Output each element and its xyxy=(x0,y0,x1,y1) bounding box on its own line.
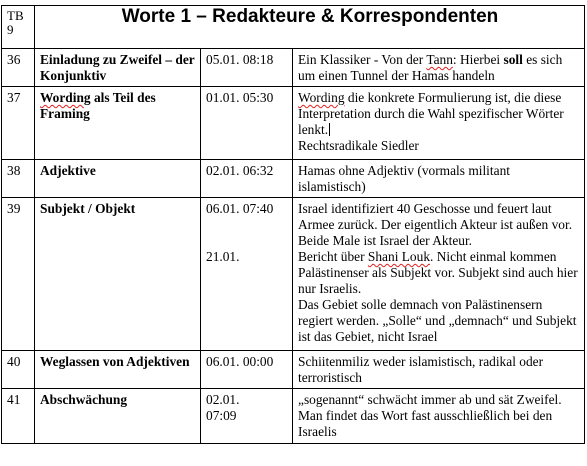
text-part: Das Gebiet solle demnach von Palästinensern regiert werden. „Solle“ und „demnach“ und Subjekt ist das Gebiet, nicht Israel xyxy=(298,297,577,344)
row-date: 01.01. 05:30 xyxy=(201,87,293,160)
date-entry: 06.01. 07:40 xyxy=(206,201,274,216)
topic-part: als Teil des Framing xyxy=(40,90,156,121)
row-date: 05.01. 08:18 xyxy=(201,49,293,87)
row-text: Hamas ohne Adjektiv (vormals militant islamistisch) xyxy=(293,160,585,198)
row-topic: Weglassen von Adjektiven xyxy=(35,351,201,389)
row-number: 36 xyxy=(2,49,35,87)
text-part-spellcheck: Shani Louk xyxy=(367,249,431,264)
tb-number: 9 xyxy=(7,22,14,37)
table-row xyxy=(2,160,585,198)
text-cursor xyxy=(329,123,330,136)
table-row xyxy=(2,198,585,351)
text-part: Bericht über xyxy=(298,249,368,264)
table-row xyxy=(2,87,585,160)
text-part: Israel identifiziert 40 Geschosse und feuert laut Armee zurück. Der eigentlich Akteur ist außen vor. Beide Male ist Israel der Akteur. xyxy=(298,201,573,248)
row-topic: Abschwächung xyxy=(35,389,201,444)
row-topic: Einladung zu Zweifel – der Konjunktiv xyxy=(35,49,201,87)
row-number: 41 xyxy=(2,389,35,444)
row-text xyxy=(293,49,585,87)
row-number: 39 xyxy=(2,198,35,351)
row-date: 02.01. 07:09 xyxy=(201,389,293,444)
row-topic: Subjekt / Objekt xyxy=(35,198,201,351)
text-part: die konkrete Formulierung ist, die diese Interpretation durch die Wahl spezifischer Wörter lenkt. xyxy=(298,90,564,137)
table-row xyxy=(2,389,585,444)
words-table xyxy=(1,5,585,444)
table-title: Worte 1 – Redakteure & Korrespondenten xyxy=(35,6,585,49)
table-row xyxy=(2,49,585,87)
row-topic xyxy=(35,87,201,160)
table-header-row xyxy=(2,6,585,49)
row-number: 37 xyxy=(2,87,35,160)
row-date: 02.01. 06:32 xyxy=(201,160,293,198)
text-part: Rechtsradikale Siedler xyxy=(298,138,419,153)
row-topic: Adjektive xyxy=(35,160,201,198)
tb-label: TB xyxy=(7,8,24,23)
text-part: . Nicht einmal kommen Palästinenser als Subjekt vor. Subjekt sind auch hier nur Israelis. xyxy=(298,249,578,296)
row-number: 40 xyxy=(2,351,35,389)
date-entry: 21.01. xyxy=(206,249,240,264)
row-text: Schiitenmiliz weder islamistisch, radikal oder terroristisch xyxy=(293,351,585,389)
tb-cell xyxy=(2,6,35,49)
topic-part-spellcheck: Wording xyxy=(40,90,91,105)
text-part: : Hierbei xyxy=(452,52,504,67)
row-text: „sogenannt“ schwächt immer ab und sät Zweifel. Man findet das Wort fast ausschließlich bei den Israelis xyxy=(293,389,585,444)
table-row xyxy=(2,351,585,389)
row-text xyxy=(293,198,585,351)
row-date: 06.01. 00:00 xyxy=(201,351,293,389)
text-part: es sich um einen Tunnel der Hamas handeln xyxy=(298,52,563,83)
text-part-spellcheck: Wording xyxy=(298,90,345,105)
row-number: 38 xyxy=(2,160,35,198)
row-date xyxy=(201,198,293,351)
text-part: Ein Klassiker - Von der xyxy=(298,52,427,67)
text-part-bold: soll xyxy=(503,52,523,67)
row-text[interactable] xyxy=(293,87,585,160)
text-part-spellcheck: Tann xyxy=(426,52,453,67)
